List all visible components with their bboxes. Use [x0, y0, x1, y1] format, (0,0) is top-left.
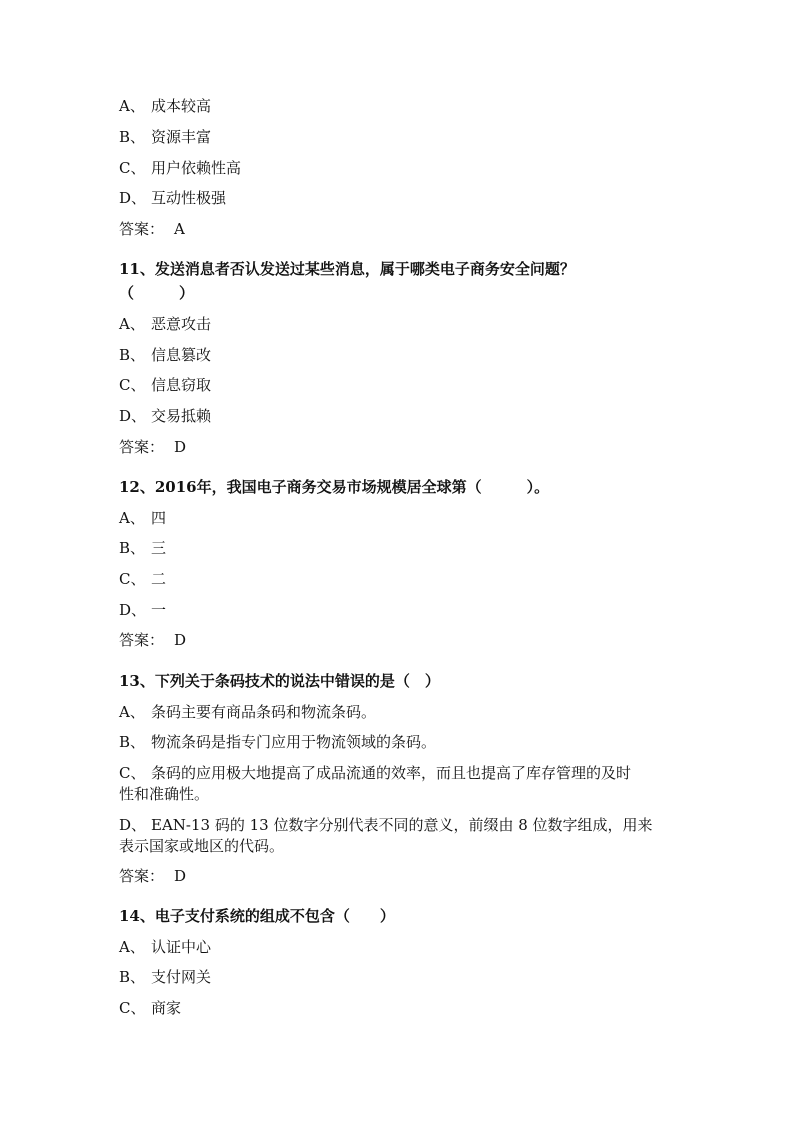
option-letter: C、: [119, 376, 146, 394]
q12-answer: [119, 629, 679, 651]
answer-label: 答案：: [119, 438, 165, 456]
q11-option-d: [119, 405, 679, 427]
option-text: 成本较高: [151, 97, 212, 115]
q11-title-cont: （ ）: [119, 284, 195, 302]
option-letter: C、: [119, 764, 146, 782]
option-letter: D、: [119, 189, 147, 207]
q13-option-d: [119, 814, 679, 836]
option-letter: D、: [119, 407, 147, 425]
option-letter: B、: [119, 733, 146, 751]
option-text: 一: [151, 601, 167, 619]
option-text: 四: [151, 509, 167, 527]
q14-option-a: [119, 936, 679, 958]
option-letter: B、: [119, 539, 146, 557]
option-text: 信息窃取: [151, 376, 212, 394]
q10-option-d: [119, 187, 679, 209]
q13-title: 13、下列关于条码技术的说法中错误的是（ ）: [119, 672, 440, 690]
option-text: 商家: [151, 999, 182, 1017]
option-letter: D、: [119, 816, 147, 834]
answer-label: 答案：: [119, 631, 165, 649]
answer-value: D: [174, 867, 187, 885]
answer-value: D: [174, 438, 187, 456]
q10-answer: [119, 218, 679, 240]
option-letter: B、: [119, 968, 146, 986]
q11-answer: [119, 436, 679, 458]
q12-option-a: [119, 507, 679, 529]
option-letter: B、: [119, 128, 146, 146]
q10-option-a: [119, 95, 679, 117]
q11-option-b: [119, 344, 679, 366]
q12-option-b: [119, 537, 679, 559]
q14-title: 14、电子支付系统的组成不包含（ ）: [119, 907, 395, 925]
option-text: 二: [151, 570, 167, 588]
option-text: 资源丰富: [151, 128, 212, 146]
option-letter: A、: [119, 703, 145, 721]
answer-value: D: [174, 631, 187, 649]
answer-label: 答案：: [119, 867, 165, 885]
q12-option-c: [119, 568, 679, 590]
option-text: 三: [151, 539, 167, 557]
option-letter: C、: [119, 999, 146, 1017]
option-text: 物流条码是指专门应用于物流领域的条码。: [151, 733, 437, 751]
q13-answer: [119, 865, 679, 887]
option-letter: D、: [119, 601, 147, 619]
option-letter: A、: [119, 97, 145, 115]
q14-option-c: [119, 997, 679, 1019]
q10-option-b: [119, 126, 679, 148]
option-text: 恶意攻击: [151, 315, 212, 333]
q13-option-c: [119, 762, 679, 784]
q10-option-c: [119, 157, 679, 179]
option-text: 条码的应用极大地提高了成品流通的效率，而且也提高了库存管理的及时: [151, 764, 632, 782]
option-letter: C、: [119, 159, 146, 177]
answer-label: 答案：: [119, 220, 165, 238]
option-text: EAN-13 码的 13 位数字分别代表不同的意义，前缀由 8 位数字组成，用来: [151, 816, 653, 834]
q13-option-d-cont: 表示国家或地区的代码。: [119, 837, 285, 855]
q11-option-c: [119, 374, 679, 396]
option-letter: B、: [119, 346, 146, 364]
option-text: 认证中心: [151, 938, 212, 956]
option-text: 条码主要有商品条码和物流条码。: [151, 703, 377, 721]
option-text: 信息篡改: [151, 346, 212, 364]
q13-option-a: [119, 701, 679, 723]
option-text: 交易抵赖: [151, 407, 212, 425]
q11-title: 11、发送消息者否认发送过某些消息，属于哪类电子商务安全问题？: [119, 260, 575, 278]
q13-option-b: [119, 731, 679, 753]
option-letter: A、: [119, 509, 145, 527]
option-text: 互动性极强: [151, 189, 227, 207]
q14-option-b: [119, 966, 679, 988]
option-letter: A、: [119, 315, 145, 333]
option-text: 用户依赖性高: [151, 159, 242, 177]
q12-title: 12、2016年，我国电子商务交易市场规模居全球第（ ）。: [119, 478, 550, 496]
answer-value: A: [174, 220, 185, 238]
option-text: 支付网关: [151, 968, 212, 986]
q11-option-a: [119, 313, 679, 335]
q13-option-c-cont: 性和准确性。: [119, 785, 210, 803]
option-letter: C、: [119, 570, 146, 588]
q12-option-d: [119, 599, 679, 621]
option-letter: A、: [119, 938, 145, 956]
